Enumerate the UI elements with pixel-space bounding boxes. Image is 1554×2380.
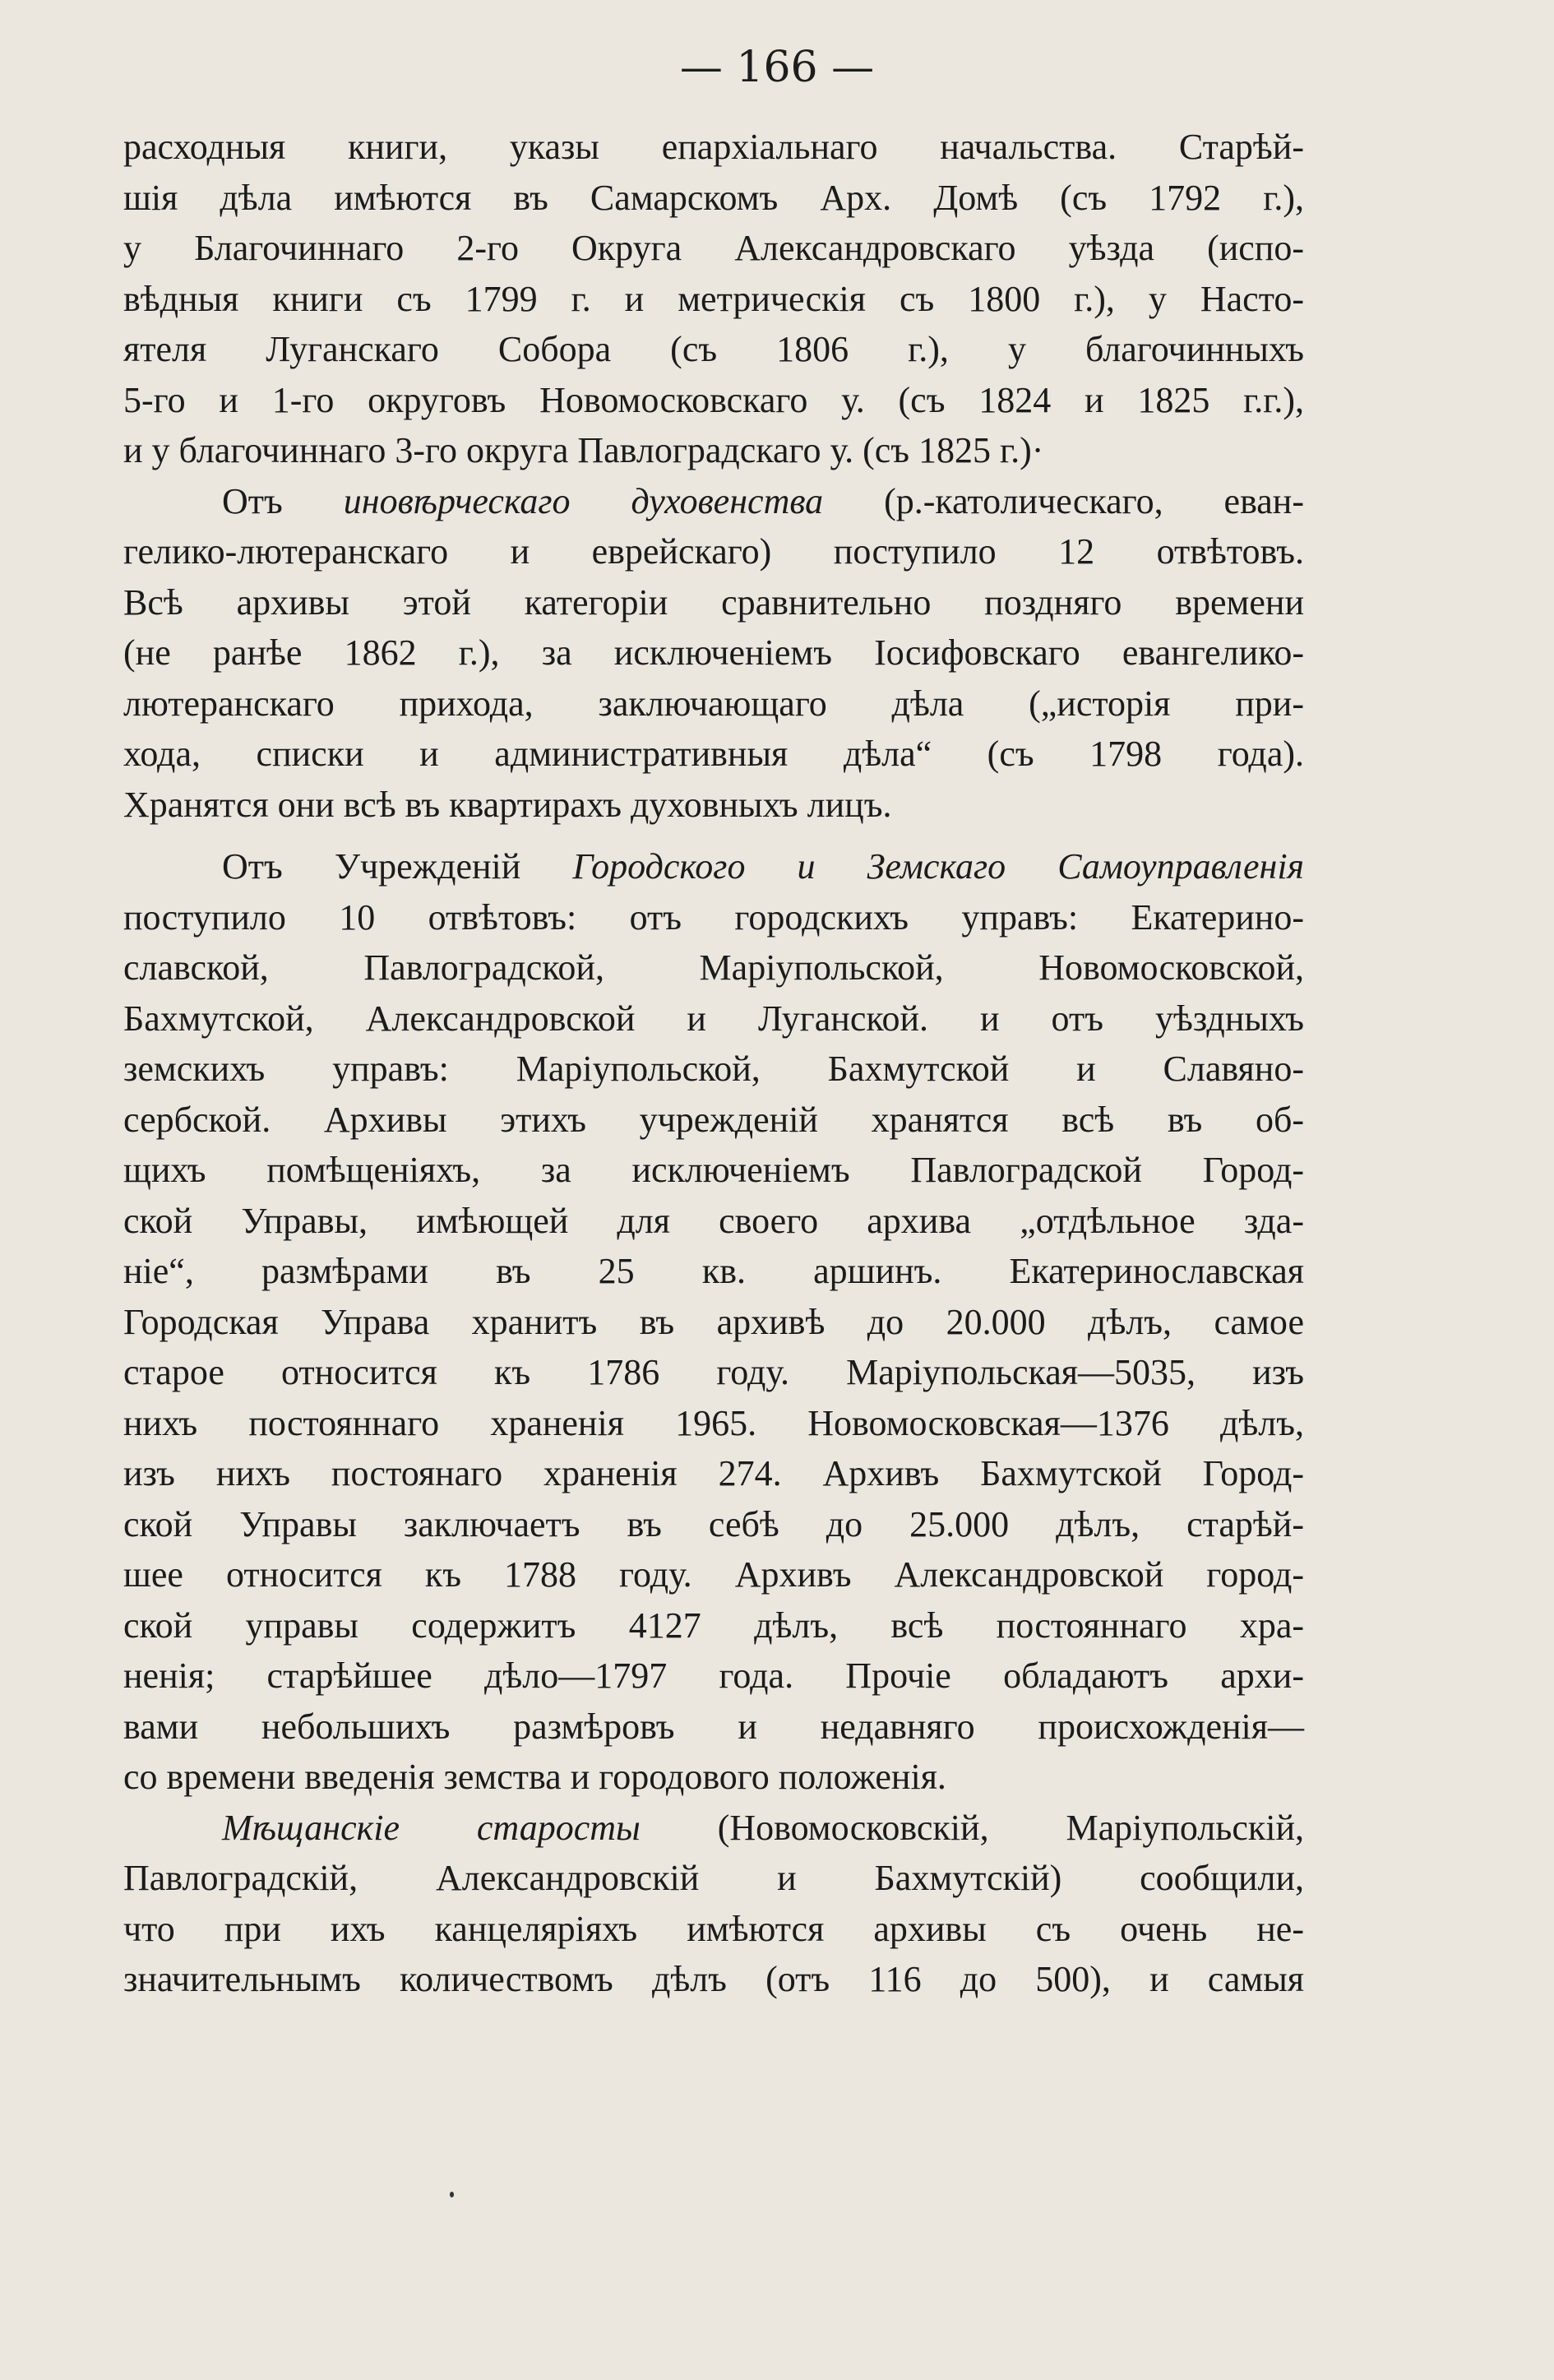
text-run: расходныя книги, указы епархіальнаго начальства. Старѣй- (123, 127, 1304, 167)
text-run: славской, Павлоградской, Маріупольской, Новомосковской, (123, 947, 1304, 988)
text-run: хода, списки и административныя дѣла“ (съ 1798 года). (123, 734, 1304, 774)
text-run: Всѣ архивы этой категоріи сравнительно поздняго времени (123, 581, 1304, 623)
text-line (123, 1297, 1304, 1348)
text-run: щихъ помѣщеніяхъ, за исключеніемъ Павлоградской Город- (123, 1150, 1304, 1190)
text-run: Городская Управа хранитъ въ архивѣ до 20.000 дѣлъ, самое (123, 1301, 1304, 1342)
text-line (123, 476, 1304, 527)
text-run: ніе“, размѣрами въ 25 кв. аршинъ. Екатеринославская (123, 1251, 1304, 1291)
text-run: нихъ постояннаго храненія 1965. Новомосковская—1376 дѣлъ, (123, 1402, 1304, 1443)
text-line (123, 627, 1304, 678)
text-line (123, 1752, 1304, 1803)
text-line (123, 173, 1304, 224)
text-line (123, 1651, 1304, 1702)
text-run: (р.-католическаго, еван- (823, 480, 1305, 521)
italic-run: Мѣщанскіе старосты (222, 1807, 641, 1848)
text-line (123, 1196, 1304, 1247)
text-line (123, 1448, 1304, 1499)
text-line (123, 1904, 1304, 1955)
ink-speck (450, 2192, 454, 2197)
text-run: лютеранскаго прихода, заключающаго дѣла („исторія при- (123, 683, 1304, 724)
text-line (123, 841, 1304, 892)
text-run: вѣдныя книги съ 1799 г. и метрическія съ 1800 г.), у Насто- (123, 278, 1304, 319)
text-run: ятеля Луганскаго Собора (съ 1806 г.), у благочинныхъ (123, 329, 1304, 369)
body-text (123, 122, 1304, 2005)
text-run: вами небольшихъ размѣровъ и недавняго происхожденія— (123, 1706, 1304, 1747)
text-line (123, 1954, 1304, 2005)
text-run: старое относится къ 1786 году. Маріупольская—5035, изъ (123, 1352, 1304, 1392)
text-line (123, 993, 1304, 1044)
text-line (123, 678, 1304, 729)
text-run: шія дѣла имѣются въ Самарскомъ Арх. Домѣ (съ 1792 г.), (123, 177, 1304, 218)
text-line (123, 425, 1304, 476)
text-line (123, 223, 1304, 274)
text-run: сербской. Архивы этихъ учрежденій хранятся всѣ въ об- (123, 1099, 1304, 1140)
text-line (123, 324, 1304, 375)
text-run: ской управы содержитъ 4127 дѣлъ, всѣ постояннаго хра- (123, 1604, 1304, 1646)
text-line (123, 892, 1304, 943)
text-line (123, 1853, 1304, 1904)
text-run: и у благочиннаго 3-го округа Павлоградскаго у. (съ 1825 г.)· (123, 430, 1044, 470)
italic-run: Городского и Земскаго Самоуправленія (572, 846, 1305, 887)
italic-run: иновѣрческаго духовенства (343, 480, 824, 521)
text-run: (не ранѣе 1862 г.), за исключеніемъ Іосифовскаго евангелико- (123, 632, 1304, 673)
text-run: Павлоградскій, Александровскій и Бахмутскій) сообщили, (123, 1858, 1304, 1898)
text-line (123, 1044, 1304, 1095)
text-line (123, 1095, 1304, 1146)
text-run: (Новомосковскій, Маріупольскій, (640, 1807, 1304, 1848)
text-line (123, 729, 1304, 780)
text-run: земскихъ управъ: Маріупольской, Бахмутской и Славяно- (123, 1049, 1304, 1089)
text-line (123, 1246, 1304, 1297)
text-run: ненія; старѣйшее дѣло—1797 года. Прочіе обладаютъ архи- (123, 1655, 1304, 1696)
text-line (123, 1398, 1304, 1449)
text-line (123, 780, 1304, 831)
text-line (123, 1347, 1304, 1398)
text-line (123, 1549, 1304, 1600)
text-run: 5-го и 1-го округовъ Новомосковскаго у. (съ 1824 и 1825 г.г.), (123, 379, 1304, 420)
text-run: ской Управы, имѣющей для своего архива „отдѣльное зда- (123, 1200, 1304, 1241)
text-line (123, 274, 1304, 325)
text-run: Отъ Учрежденій (222, 846, 573, 887)
text-run: Хранятся они всѣ въ квартирахъ духовныхъ лицъ. (123, 784, 892, 825)
text-run: со времени введенія земства и городового положенія. (123, 1757, 946, 1797)
text-line (123, 942, 1304, 993)
text-line (123, 526, 1304, 577)
text-run: Бахмутской, Александровской и Луганской. и отъ уѣздныхъ (123, 998, 1304, 1039)
text-line (123, 577, 1304, 628)
text-run: Отъ (222, 480, 344, 521)
text-run: изъ нихъ постоянаго храненія 274. Архивъ Бахмутской Город- (123, 1453, 1304, 1493)
text-line (123, 1702, 1304, 1753)
text-line (123, 122, 1304, 173)
text-line (123, 1499, 1304, 1550)
text-run: шее относится къ 1788 году. Архивъ Александровской город- (123, 1554, 1304, 1595)
text-line (123, 1803, 1304, 1854)
text-run: ской Управы заключаетъ въ себѣ до 25.000 дѣлъ, старѣй- (123, 1503, 1304, 1544)
text-run: поступило 10 отвѣтовъ: отъ городскихъ управъ: Екатерино- (123, 896, 1304, 938)
text-line (123, 375, 1304, 426)
text-run: у Благочиннаго 2-го Округа Александровскаго уѣзда (испо- (123, 228, 1304, 268)
text-run: гелико-лютеранскаго и еврейскаго) поступило 12 отвѣтовъ. (123, 531, 1304, 572)
text-run: что при ихъ канцеляріяхъ имѣются архивы съ очень не- (123, 1908, 1304, 1949)
page-number: — 166 — (679, 43, 875, 92)
text-line (123, 1600, 1304, 1651)
text-line (123, 1145, 1304, 1196)
text-run: значительнымъ количествомъ дѣлъ (отъ 116 до 500), и самыя (123, 1959, 1304, 1999)
